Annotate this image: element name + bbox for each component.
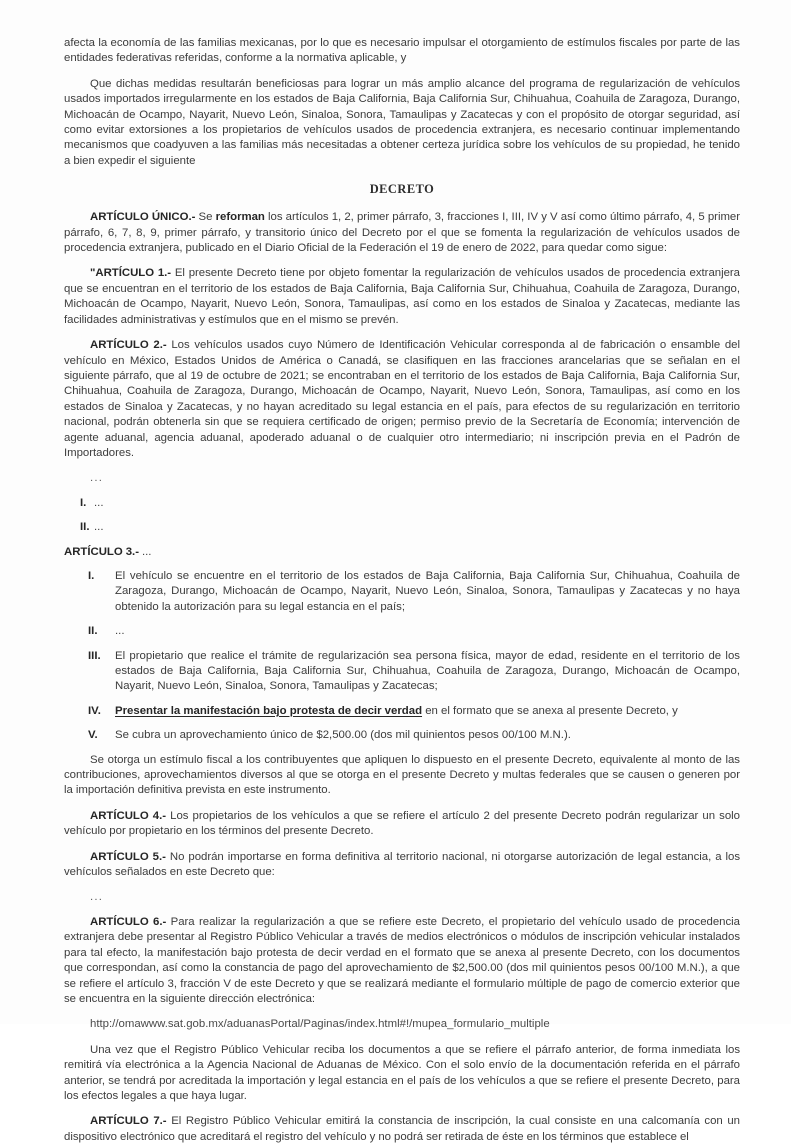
fraction-text: ...	[115, 625, 125, 638]
fraction-text-iv-rest: en el formato que se anexa al presente Decreto, y	[422, 704, 678, 717]
list-item	[64, 728, 740, 743]
articulo-5-text: No podrán importarse en forma definitiva al territorio nacional, ni otorgarse autorización de legal estancia, a los vehículos señalados en este Decreto que:	[64, 850, 740, 879]
articulo-6-label: ARTÍCULO 6.-	[90, 915, 167, 928]
list-item	[64, 520, 740, 535]
fraction-text: El vehículo se encuentre en el territorio de los estados de Baja California, Baja California Sur, Chihuahua, Coahuila de Zaragoza, Durango, Michoacán de Ocampo, Nayarit, Nuevo León, Sinaloa, Sonora, Tamaulipas y Zacatecas y no haya obtenido la autorización para su legal estancia en el país;	[115, 569, 740, 613]
articulo-unico-lead: Se	[195, 211, 216, 224]
articulo-3-paragraph	[64, 545, 740, 560]
articulo-3-label: ARTÍCULO 3.-	[64, 545, 139, 558]
articulo-7-paragraph	[64, 1114, 740, 1145]
articulo-5-paragraph	[64, 850, 740, 881]
articulo-unico-label: ARTÍCULO ÚNICO.-	[90, 211, 196, 224]
articulo-4-label: ARTÍCULO 4.-	[90, 809, 167, 822]
fraction-text: Se cubra un aprovechamiento único de $2,500.00 (dos mil quinientos pesos 00/100 M.N.).	[115, 729, 571, 742]
manifestacion-bold-underline: Presentar la manifestación bajo protesta de decir verdad	[115, 704, 423, 717]
ellipsis-marker-art2: ...	[90, 472, 104, 485]
articulo-unico-rest: los artículos 1, 2, primer párrafo, 3, fracciones I, III, IV y V así como último párrafo, 4, 5 primer párrafo, 6, 7, 8, 9, primer párrafo, y transitorio único del Decreto por el que se fomenta la regularización de vehículos usados de procedencia extranjera, publicado en el Diario Oficial de la Federación el 19 de enero de 2022, para quedar como sigue:	[64, 211, 741, 255]
fraction-marker: II.	[88, 625, 98, 638]
articulo-3-fraction-list	[64, 569, 740, 744]
fraction-text-iv	[115, 704, 740, 719]
articulo-1-paragraph	[64, 266, 740, 328]
fraction-marker: V.	[88, 729, 98, 742]
paragraph-continuation: afecta la economía de las familias mexicanas, por lo que es necesario impulsar el otorgamiento de estímulos fiscales por parte de las entidades federativas referidas, conforme a la normativa aplicable, y	[64, 37, 740, 65]
articulo-7-label: ARTÍCULO 7.-	[90, 1115, 167, 1128]
articulo-1-text: El presente Decreto tiene por objeto fomentar la regularización de vehículos usados de procedencia extranjera que se encuentran en el territorio de los estados de Baja California, Baja California Sur, Chihuahua, Coahuila de Zaragoza, Durango, Michoacán de Ocampo, Nayarit, Nuevo León, Sonora, Tamaulipas, así como en los estados de Sinaloa y Zacatecas, mediante las facilidades administrativas y estímulos que en el mismo se prevén.	[64, 267, 740, 326]
articulo-5-label: ARTÍCULO 5.-	[90, 850, 166, 863]
articulo-3-text: ...	[138, 545, 152, 558]
articulo-2-fraction-list	[64, 496, 740, 536]
fraction-marker: II.	[80, 521, 90, 534]
list-item	[64, 496, 740, 511]
articulo-4-text: Los propietarios de los vehículos a que se refiere el artículo 2 del presente Decreto podrán regularizar un solo vehículo por propietario en los términos del presente Decreto.	[64, 809, 740, 838]
list-item	[64, 624, 740, 639]
articulo-unico-verb: reforman	[215, 211, 265, 224]
articulo-unico-paragraph	[64, 210, 740, 256]
list-item	[64, 569, 740, 615]
articulo-2-text: Los vehículos usados cuyo Número de Identificación Vehicular corresponda al de fabricación o ensamble del vehículo en México, Estados Unidos de América o Canadá, se clasifiquen en las fracciones arancelarias que se señalan en el siguiente párrafo, que al 19 de octubre de 2021; se encontraban en el territorio de los estados de Baja California, Baja California Sur, Chihuahua, Coahuila de Zaragoza, Durango, Michoacán de Ocampo, Nayarit, Nuevo León, Sonora, Tamaulipas, así como en los estados de Sinaloa y Zacatecas, y no hayan acreditado su legal estancia en el país, para efectos de su regularización en territorio nacional, podrán obtenerla sin que se requiera certificado de origen; permiso previo de la Secretaría de Economía; intervención de agente aduanal, agencia aduanal, apoderado aduanal o de cualquier otro intermediario; ni inscripción previa en el Padrón de Importadores.	[64, 339, 740, 459]
fraction-marker: I.	[88, 569, 95, 582]
paragraph-considerandos: Que dichas medidas resultarán beneficiosas para lograr un más amplio alcance del programa de regularización de vehículos usados importados irregularmente en los estados de Baja California, Baja California Sur, Chihuahua, Coahuila de Zaragoza, Durango, Michoacán de Ocampo, Nayarit, Nuevo León, Sinaloa, Sonora, Tamaulipas y Zacatecas y con el propósito de otorgar seguridad, así como evitar extorsiones a los propietarios de vehículos usados de procedencia extranjera, es necesario continuar implementando mecanismos que coadyuven a las familias más necesitadas a obtener certeza jurídica sobre los vehículos de su propiedad, he tenido a bien expedir el siguiente	[64, 77, 740, 167]
list-item	[64, 704, 740, 719]
articulo-2-label: ARTÍCULO 2.-	[90, 339, 167, 352]
registro-publico-vehicular-paragraph: Una vez que el Registro Público Vehicular reciba los documentos a que se refiere el párrafo anterior, de forma inmediata los remitirá vía electrónica a la Agencia Nacional de Aduanas de México. Con el solo envío de la documentación referida en el párrafo anterior, se tendrá por acreditada la importación y legal estancia en el país de los vehículos a que se refiere el presente Decreto, para los efectos legales a que haya lugar.	[64, 1043, 740, 1102]
sat-formulario-url[interactable]: http://omawww.sat.gob.mx/aduanasPortal/Paginas/index.html#!/mupea_formulario_multiple	[90, 1018, 550, 1031]
list-item	[64, 649, 740, 695]
decreto-heading: DECRETO	[369, 182, 435, 197]
ellipsis-marker-art5: ...	[90, 891, 104, 904]
fraction-text: El propietario que realice el trámite de regularización sea persona física, mayor de edad, residente en el territorio de los estados de Baja California, Baja California Sur, Chihuahua, Coahuila de Zaragoza, Durango, Michoacán de Ocampo, Nayarit, Nuevo León, Sinaloa, Sonora, Tamaulipas y Zacatecas;	[115, 649, 740, 693]
document-body	[64, 36, 740, 1145]
fraction-text: ...	[94, 521, 104, 534]
estimulo-fiscal-paragraph: Se otorga un estímulo fiscal a los contribuyentes que apliquen lo dispuesto en el presente Decreto, equivalente al monto de las contribuciones, aprovechamientos diversos al que se otorga en el presente Decreto y multas federales que se causen o generen por la importación definitiva prevista en este instrumento.	[64, 753, 740, 797]
articulo-4-paragraph	[64, 809, 740, 840]
articulo-2-paragraph	[64, 338, 740, 461]
articulo-6-text: Para realizar la regularización a que se refiere este Decreto, el propietario del vehículo usado de procedencia extranjera debe presentar al Registro Público Vehicular a través de medios electrónicos o módulos de inscripción vehicular instalados para tal efecto, la manifestación bajo protesta de decir verdad en el formato que se anexa al presente Decreto, con los documentos que correspondan, así como la constancia de pago del aprovechamiento de $2,500.00 (dos mil quinientos pesos 00/100 M.N.), a que se refiere el artículo 3, fracción V de este Decreto y que se realizará mediante el formulario múltiple de pago de comercio exterior que se encuentra en la siguiente dirección electrónica:	[64, 915, 740, 1005]
fraction-marker: I.	[80, 496, 87, 509]
fraction-text: ...	[94, 496, 104, 509]
fraction-marker: III.	[88, 649, 101, 662]
articulo-7-text: El Registro Público Vehicular emitirá la constancia de inscripción, la cual consiste en una calcomanía con un dispositivo electrónico que acreditará el registro del vehículo y no podrá ser retirada de éste en los términos que establece el	[64, 1115, 740, 1143]
articulo-6-paragraph	[64, 915, 740, 1007]
articulo-1-label: "ARTÍCULO 1.-	[90, 267, 172, 280]
fraction-marker: IV.	[88, 704, 101, 717]
